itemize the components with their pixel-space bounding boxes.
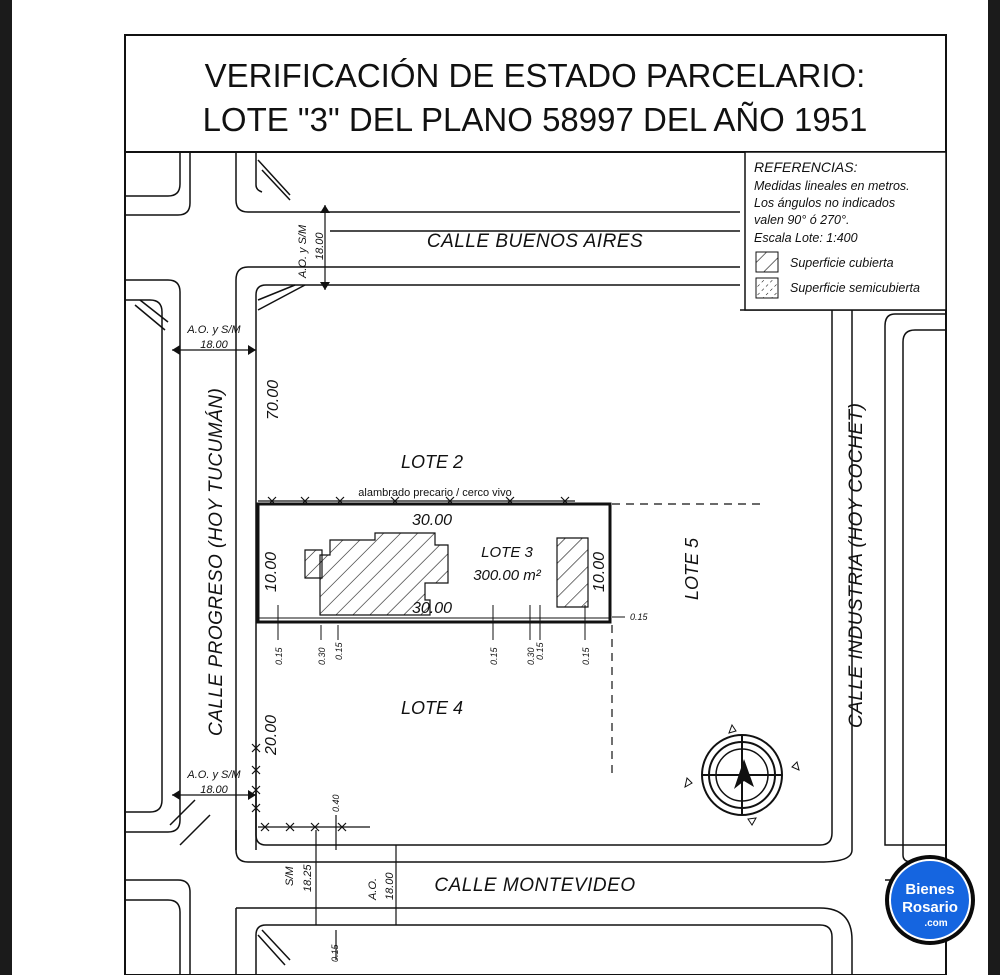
references-heading: REFERENCIAS:	[754, 159, 858, 175]
dim-20: 20.00	[263, 714, 280, 755]
fence-label: alambrado precario / cerco vivo	[358, 487, 512, 499]
street-label-industria: CALLE INDUSTRIA (HOY COCHET)	[846, 402, 867, 728]
street-label-montevideo: CALLE MONTEVIDEO	[434, 875, 636, 896]
street-label-progreso: CALLE PROGRESO (HOY TUCUMÁN)	[206, 387, 227, 736]
references-line-2: Los ángulos no indicados	[754, 196, 896, 210]
west-dim-bottom-label: A.O. y S/M	[187, 769, 241, 781]
south-sm-label: S/M	[284, 866, 296, 886]
legend-swatch-semicovered	[756, 278, 778, 298]
references-line-1: Medidas lineales en metros.	[754, 179, 910, 193]
covered-building-small	[305, 550, 322, 578]
street-label-buenos-aires: CALLE BUENOS AIRES	[426, 231, 644, 252]
references-scale: Escala Lote: 1:400	[754, 231, 858, 245]
lot-3-area: 300.00 m²	[473, 567, 541, 584]
west-dim-top-value: 18.00	[200, 339, 228, 351]
south-bottom-offset: 0.15	[330, 944, 340, 962]
legend-swatch-covered	[756, 252, 778, 272]
offset-7: 0.15	[581, 647, 591, 665]
offset-east: 0.15	[630, 612, 648, 622]
lot-3-top-dim: 30.00	[411, 512, 453, 529]
lot-4-label: LOTE 4	[400, 698, 464, 718]
north-street-dim-label: A.O. y S/M	[297, 224, 309, 278]
logo-line-1: Bienes	[905, 881, 955, 898]
lot-2-label: LOTE 2	[400, 452, 464, 472]
west-dim-top-label: A.O. y S/M	[187, 324, 241, 336]
offset-6: 0.15	[535, 642, 545, 660]
south-sm-value: 18.25	[302, 864, 314, 892]
lot-3-label: LOTE 3	[481, 544, 533, 561]
south-offset: 0.40	[331, 794, 341, 812]
legend-semicovered-label: Superficie semicubierta	[790, 281, 920, 295]
offset-2: 0.30	[317, 647, 327, 665]
offset-3: 0.15	[334, 642, 344, 660]
west-dim-bottom-value: 18.00	[200, 784, 228, 796]
references-box	[745, 152, 946, 310]
covered-building-east	[557, 538, 588, 607]
dim-70: 70.00	[265, 379, 282, 420]
logo-line-2: Rosario	[902, 899, 958, 916]
legend-covered-label: Superficie cubierta	[790, 256, 894, 270]
lot-3-bottom-dim: 30.00	[411, 600, 453, 617]
bienes-rosario-logo	[885, 855, 975, 945]
north-street-dim-value: 18.00	[314, 232, 326, 260]
logo-line-3: .com	[924, 918, 948, 929]
south-ao-value: 18.00	[384, 872, 396, 900]
lot-5-label: LOTE 5	[682, 537, 702, 600]
title-line-1: VERIFICACIÓN DE ESTADO PARCELARIO:	[204, 57, 866, 94]
offset-5: 0.30	[526, 647, 536, 665]
title-line-2: LOTE "3" DEL PLANO 58997 DEL AÑO 1951	[202, 101, 868, 138]
lot-3-left-dim: 10.00	[263, 551, 280, 592]
offset-4: 0.15	[489, 647, 499, 665]
offset-1: 0.15	[274, 647, 284, 665]
lot-3	[258, 504, 610, 622]
references-line-3: valen 90° ó 270°.	[754, 213, 850, 227]
lot-3-right-dim: 10.00	[591, 551, 608, 592]
south-ao-label: A.O.	[367, 877, 379, 900]
